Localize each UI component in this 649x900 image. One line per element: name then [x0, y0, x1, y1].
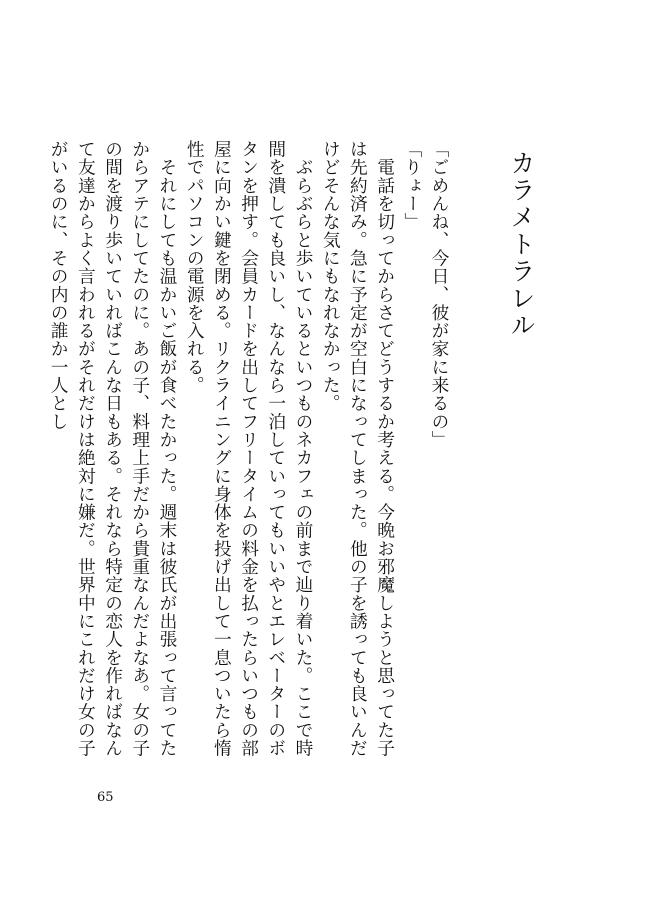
chapter-title: カラメトラレル — [507, 150, 536, 339]
paragraph: それにしても温かいご飯が食べたかった。週末は彼氏が出張って言ってたからアテにしてたのに。あの子、料理上手だから貴重なんだよなあ。女の子の間を渡り歩いていればこんな日もある。それなら特定の恋人を作ればなんて友達からよく言われるがそれだけは絶対に嫌だ。世界中にこれだけ女の子がいるのに、その内の誰か一人とし — [48, 140, 177, 758]
paragraph: 「りょー」 — [401, 140, 422, 231]
paragraph: 電話を切ってからさてどうするか考える。今晩お邪魔しようと思ってた子は先約済み。急に予定が空白になってしまった。他の子を誘っても良いんだけどそんな気にもなれなかった。 — [320, 140, 395, 758]
paragraph: ぶらぶらと歩いているといつものネカフェの前まで辿り着いた。ここで時間を潰しても良いし、なんなら一泊していってもいいやとエレベーターのボタンを押す。会員カードを出してフリータイムの料金を払ったらいつもの部屋に向かい鍵を閉める。リクライニングに身体を投げ出して一息ついたら惰性でパソコンの電源を入れる。 — [184, 140, 313, 758]
body-text — [44, 140, 452, 760]
page-number: 65 — [97, 790, 114, 805]
paragraph: 「ごめんね、今日、彼が家に来るの」 — [429, 140, 449, 449]
